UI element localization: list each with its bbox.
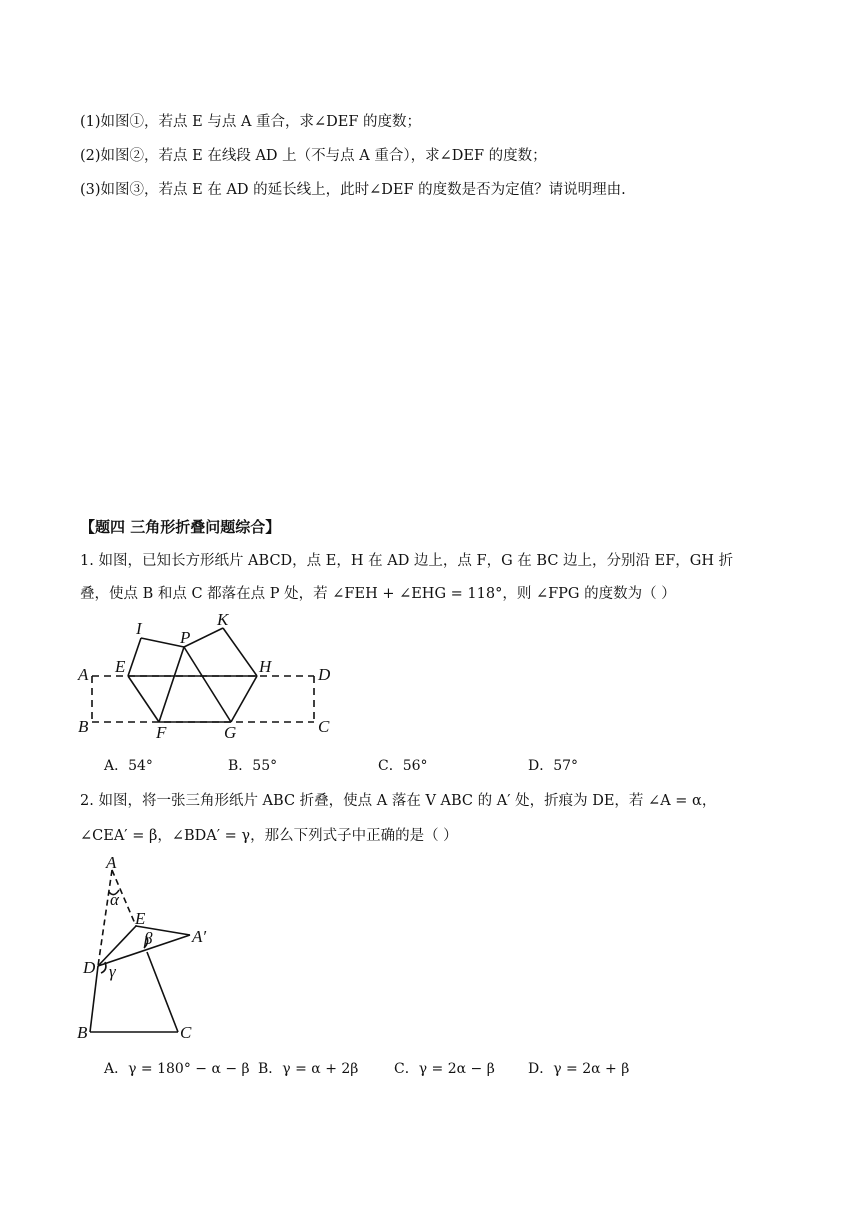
label-A-prime: A′ xyxy=(192,927,207,946)
label-E: E xyxy=(135,909,146,928)
label-B: B xyxy=(78,717,89,736)
label-F: F xyxy=(156,723,167,740)
label-A: A xyxy=(106,853,117,872)
part1-question-3: (3)如图③，若点 E 在 AD 的延长线上，此时∠DEF 的度数是否为定值？请说明理由. xyxy=(80,182,626,198)
label-gamma: γ xyxy=(109,962,116,981)
problem1-option-d: D．57° xyxy=(528,758,579,774)
label-D: D xyxy=(83,958,96,977)
label-C: C xyxy=(318,717,330,736)
problem2-option-b: B．γ = α + 2β xyxy=(258,1061,359,1077)
problem1-option-c: C．56° xyxy=(378,758,428,774)
label-G: G xyxy=(224,723,237,740)
problem2-line2: ∠CEA′ = β，∠BDA′ = γ，那么下列式子中正确的是（ ） xyxy=(80,828,458,844)
label-I: I xyxy=(136,619,142,638)
problem2-option-c: C．γ = 2α − β xyxy=(394,1061,495,1077)
problem1-figure xyxy=(74,610,344,740)
label-K: K xyxy=(217,610,229,629)
label-A: A xyxy=(78,665,89,684)
part1-question-2: (2)如图②，若点 E 在线段 AD 上（不与点 A 重合），求∠DEF 的度数； xyxy=(80,148,547,164)
problem1-line2: 叠，使点 B 和点 C 都落在点 P 处，若 ∠FEH + ∠EHG = 118°，则 ∠FPG 的度数为（ ） xyxy=(80,586,676,602)
label-H: H xyxy=(259,657,272,676)
label-B: B xyxy=(77,1023,88,1042)
label-C: C xyxy=(180,1023,192,1042)
problem2-line1: 2. 如图，将一张三角形纸片 ABC 折叠，使点 A 落在 V ABC 的 A′ 处，折痕为 DE，若 ∠A = α， xyxy=(80,793,717,809)
label-D: D xyxy=(318,665,331,684)
problem1-line1: 1. 如图，已知长方形纸片 ABCD，点 E，H 在 AD 边上，点 F，G 在 BC 边上，分别沿 EF，GH 折 xyxy=(80,553,734,569)
label-alpha: α xyxy=(110,890,119,909)
problem1-option-b: B．55° xyxy=(228,758,278,774)
problem1-option-a: A．54° xyxy=(104,758,153,774)
problem2-option-a: A．γ = 180° − α − β xyxy=(104,1061,250,1077)
problem2-figure xyxy=(74,852,224,1047)
part1-question-1: (1)如图①，若点 E 与点 A 重合，求∠DEF 的度数； xyxy=(80,114,422,130)
label-beta: β xyxy=(144,929,153,948)
section-title: 【题四 三角形折叠问题综合】 xyxy=(80,518,281,536)
label-E: E xyxy=(115,657,126,676)
problem2-option-d: D．γ = 2α + β xyxy=(528,1061,630,1077)
label-P: P xyxy=(180,628,191,647)
